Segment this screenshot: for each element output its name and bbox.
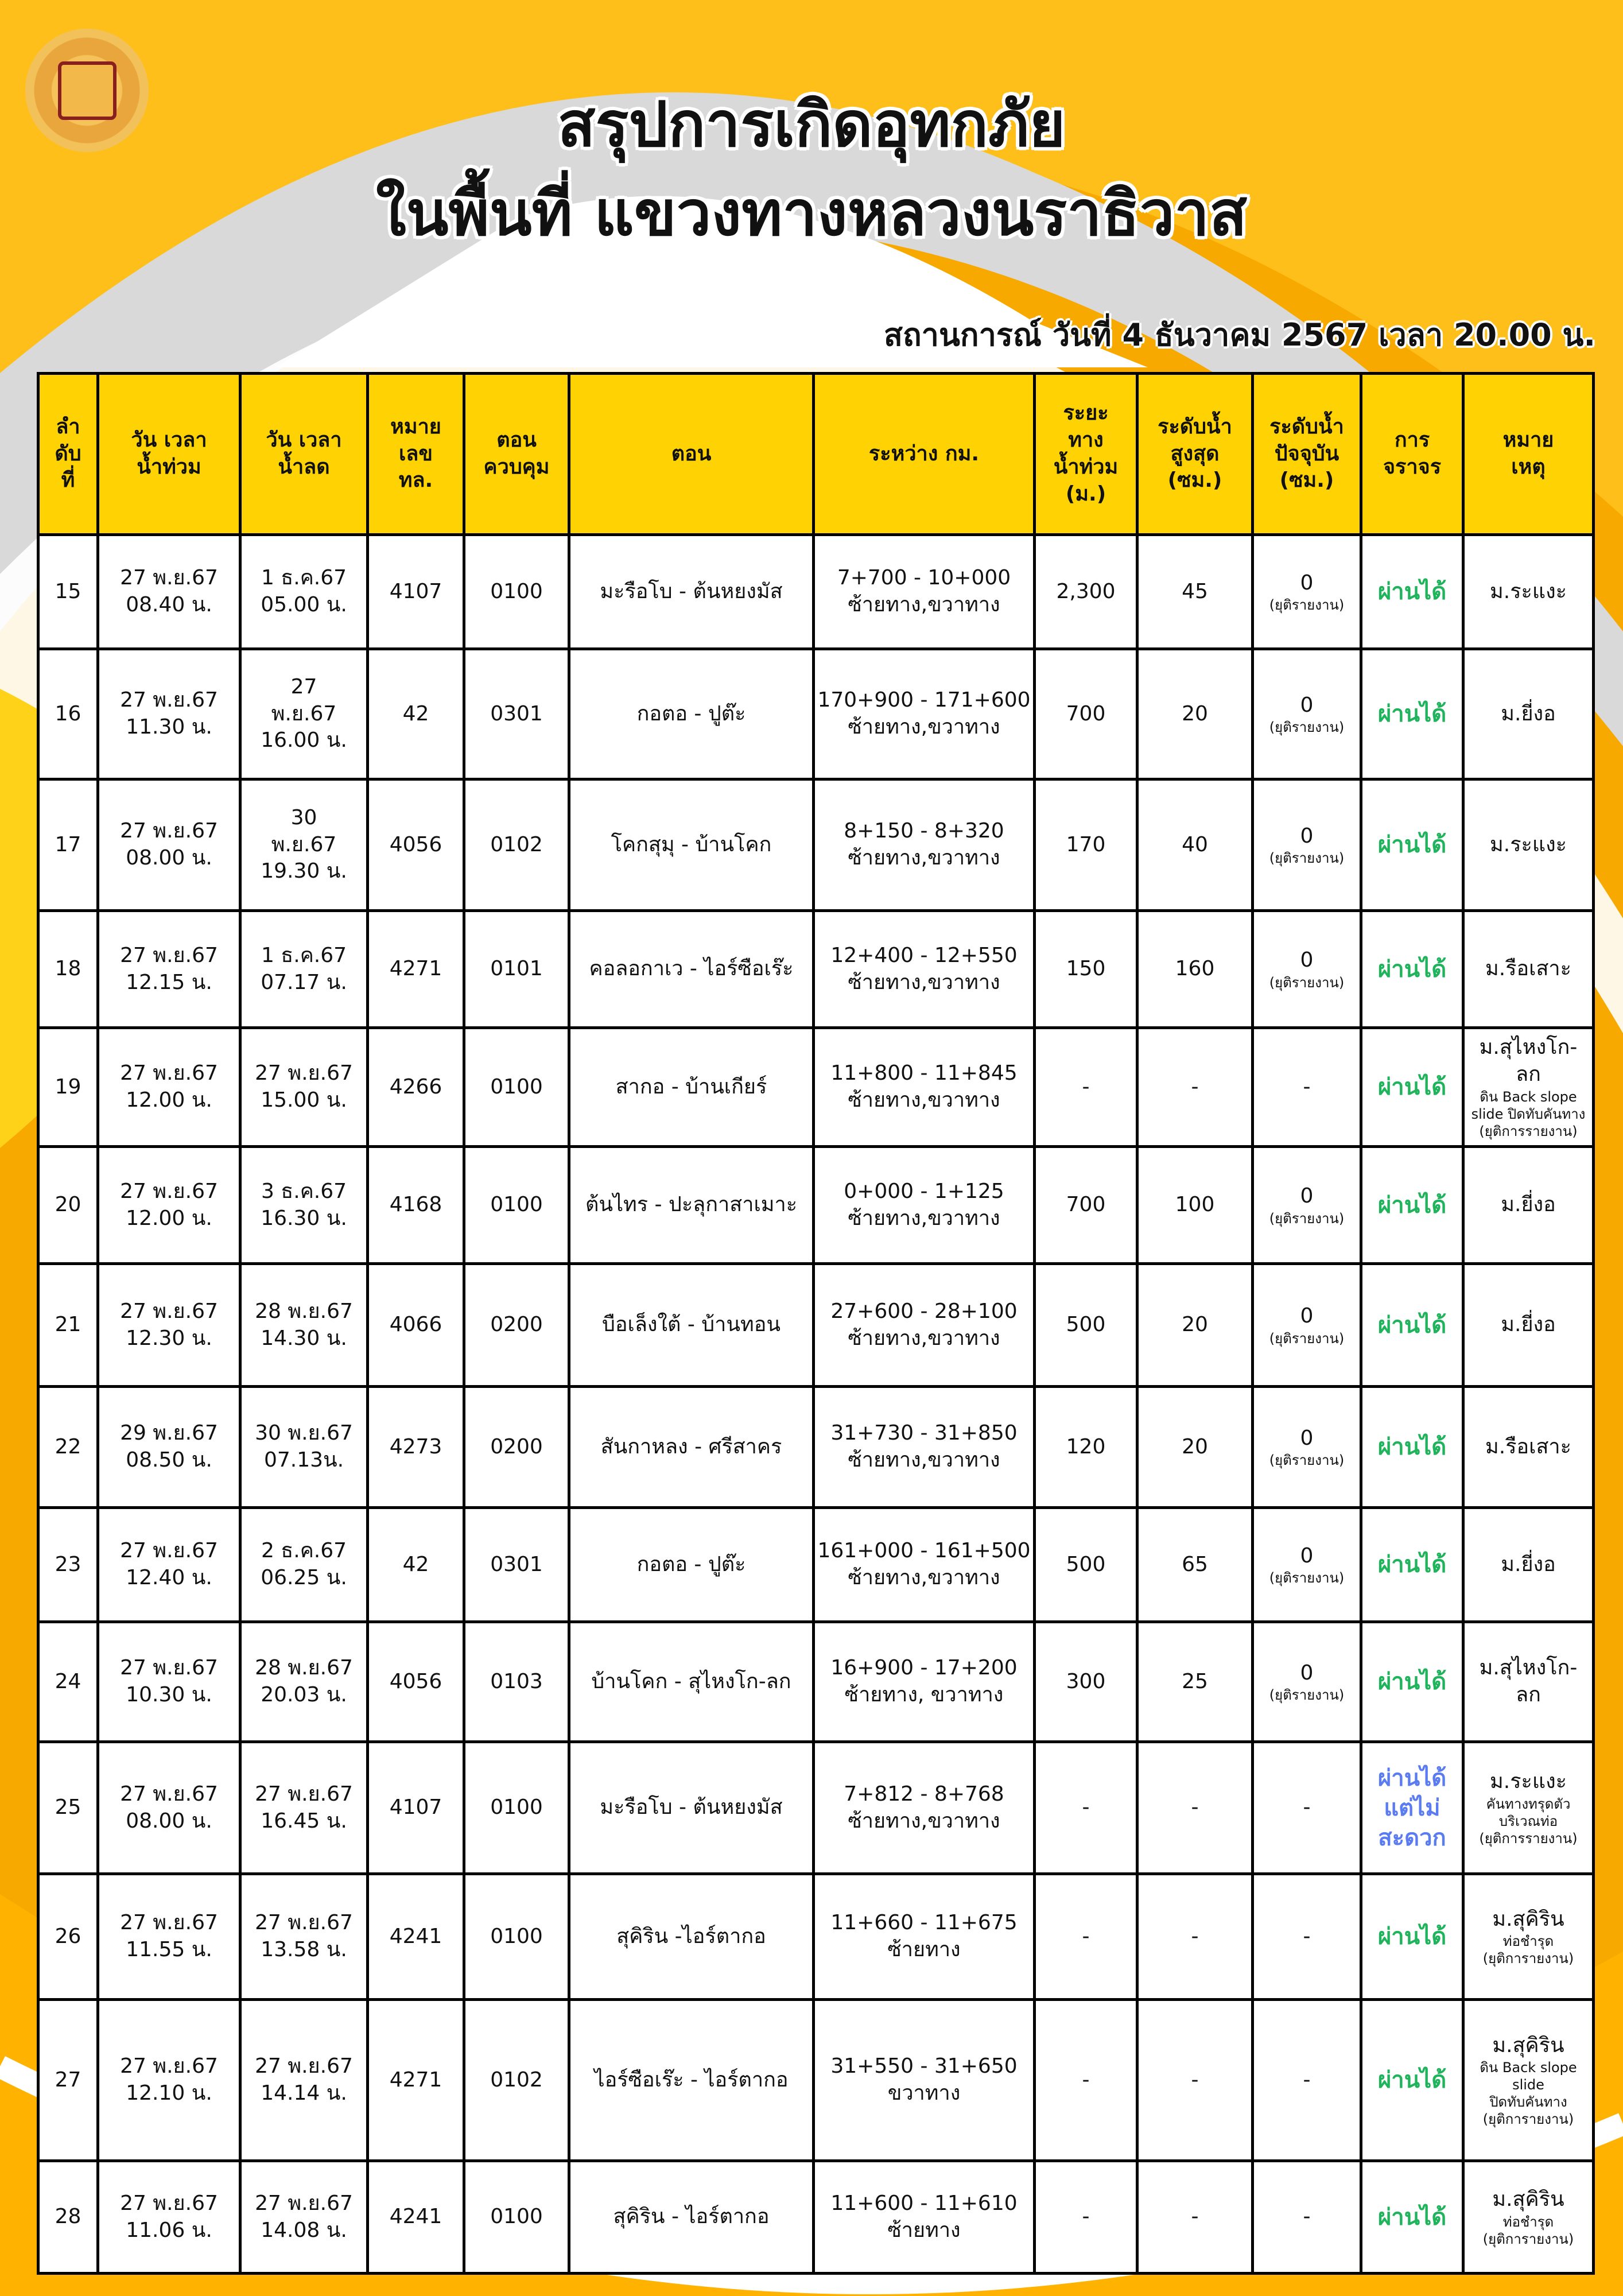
cell-route-number: 4056: [368, 1622, 464, 1742]
cell-no: 24: [38, 1622, 98, 1742]
note-district: ม.ยี่งอ: [1501, 1193, 1556, 1217]
cell-recede-date: 2 ธ.ค.67 06.25 น.: [240, 1508, 368, 1622]
cell-km-range: 0+000 - 1+125 ซ้ายทาง,ขวาทาง: [814, 1147, 1035, 1264]
cell-flood-date: 27 พ.ย.67 10.30 น.: [98, 1622, 240, 1742]
cell-recede-date: 28 พ.ย.67 14.30 น.: [240, 1264, 368, 1387]
current-level-value: 0: [1300, 1304, 1314, 1328]
cell-traffic-status: ผ่านได้ แต่ไม่ สะดวก: [1361, 1742, 1463, 1874]
cell-current-level: [1253, 535, 1361, 649]
cell-route-number: 4241: [368, 1874, 464, 2000]
cell-control-section: 0102: [464, 2000, 569, 2161]
cell-recede-date: 3 ธ.ค.67 16.30 น.: [240, 1147, 368, 1264]
cell-flood-date: 27 พ.ย.67 12.30 น.: [98, 1264, 240, 1387]
cell-section: ต้นไทร - ปะลุกาสาเมาะ: [569, 1147, 814, 1264]
column-header-current-level: ระดับน้ำ ปัจจุบัน (ซม.): [1253, 374, 1361, 535]
cell-current-level: [1253, 1508, 1361, 1622]
column-header-traffic: การ จราจร: [1361, 374, 1463, 535]
cell-section: โคกสุมุ - บ้านโคก: [569, 779, 814, 911]
cell-flood-date: 27 พ.ย.67 12.00 น.: [98, 1028, 240, 1147]
column-header-no: ลำ ดับ ที่: [38, 374, 98, 535]
cell-traffic-status: ผ่านได้: [1361, 1264, 1463, 1387]
cell-max-level: -: [1137, 2000, 1253, 2161]
cell-no: 19: [38, 1028, 98, 1147]
cell-traffic-status: ผ่านได้: [1361, 535, 1463, 649]
note-district: ม.ระแงะ: [1490, 832, 1567, 856]
cell-section: มะรือโบ - ต้นหยงมัส: [569, 535, 814, 649]
cell-recede-date: 27 พ.ย.67 16.00 น.: [240, 649, 368, 779]
cell-flood-date: 27 พ.ย.67 12.40 น.: [98, 1508, 240, 1622]
table-row: [38, 1508, 1594, 1622]
cell-section: กอตอ - ปูต๊ะ: [569, 649, 814, 779]
cell-max-level: 65: [1137, 1508, 1253, 1622]
table-row: [38, 911, 1594, 1028]
note-district: ม.ระแงะ: [1490, 579, 1567, 603]
cell-control-section: 0100: [464, 1874, 569, 2000]
cell-current-level: [1253, 779, 1361, 911]
note-district: ม.สุคิริน: [1492, 1907, 1564, 1931]
cell-max-level: 20: [1137, 649, 1253, 779]
cell-note: [1463, 1028, 1594, 1147]
cell-section: กอตอ - ปูต๊ะ: [569, 1508, 814, 1622]
note-district: ม.รือเสาะ: [1485, 1434, 1571, 1459]
cell-flood-date: 27 พ.ย.67 08.00 น.: [98, 1742, 240, 1874]
cell-route-number: 4273: [368, 1387, 464, 1508]
cell-km-range: 11+800 - 11+845 ซ้ายทาง,ขวาทาง: [814, 1028, 1035, 1147]
cell-note: [1463, 2161, 1594, 2274]
cell-section: บือเล็งใต้ - บ้านทอน: [569, 1264, 814, 1387]
cell-max-level: 20: [1137, 1264, 1253, 1387]
table-row: [38, 2161, 1594, 2274]
current-level-note: (ยุติรายงาน): [1269, 597, 1345, 614]
column-header-km-range: ระหว่าง กม.: [814, 374, 1035, 535]
cell-control-section: 0100: [464, 535, 569, 649]
cell-current-level: [1253, 1874, 1361, 2000]
current-level-value: -: [1303, 2205, 1311, 2229]
current-level-value: 0: [1300, 571, 1314, 595]
cell-recede-date: 27 พ.ย.67 14.08 น.: [240, 2161, 368, 2274]
cell-section: ไอร์ซือเร๊ะ - ไอร์ตากอ: [569, 2000, 814, 2161]
cell-km-range: 31+730 - 31+850 ซ้ายทาง,ขวาทาง: [814, 1387, 1035, 1508]
cell-flood-distance: 150: [1035, 911, 1137, 1028]
table-row: [38, 1742, 1594, 1874]
cell-control-section: 0101: [464, 911, 569, 1028]
current-level-value: 0: [1300, 1543, 1314, 1568]
current-level-note: (ยุติรายงาน): [1269, 1570, 1345, 1587]
cell-route-number: 4107: [368, 1742, 464, 1874]
column-header-flood-date: วัน เวลา น้ำท่วม: [98, 374, 240, 535]
cell-recede-date: 27 พ.ย.67 15.00 น.: [240, 1028, 368, 1147]
note-district: ม.ยี่งอ: [1501, 1552, 1556, 1576]
cell-control-section: 0301: [464, 649, 569, 779]
table-row: [38, 1387, 1594, 1508]
column-header-note: หมาย เหตุ: [1463, 374, 1594, 535]
cell-section: บ้านโคก - สุไหงโก-ลก: [569, 1622, 814, 1742]
cell-no: 22: [38, 1387, 98, 1508]
cell-traffic-status: ผ่านได้: [1361, 1622, 1463, 1742]
note-district: ม.รือเสาะ: [1485, 957, 1571, 981]
cell-flood-distance: 500: [1035, 1508, 1137, 1622]
cell-control-section: 0100: [464, 1147, 569, 1264]
flood-summary-table: [37, 372, 1595, 2275]
cell-traffic-status: ผ่านได้: [1361, 2000, 1463, 2161]
cell-control-section: 0102: [464, 779, 569, 911]
cell-control-section: 0100: [464, 1028, 569, 1147]
cell-max-level: 100: [1137, 1147, 1253, 1264]
cell-km-range: 31+550 - 31+650 ขวาทาง: [814, 2000, 1035, 2161]
cell-note: [1463, 535, 1594, 649]
cell-section: สุคิริน -ไอร์ตากอ: [569, 1874, 814, 2000]
cell-recede-date: 30 พ.ย.67 07.13น.: [240, 1387, 368, 1508]
cell-flood-distance: 170: [1035, 779, 1137, 911]
cell-route-number: 4241: [368, 2161, 464, 2274]
cell-traffic-status: ผ่านได้: [1361, 649, 1463, 779]
cell-note: [1463, 779, 1594, 911]
cell-control-section: 0200: [464, 1387, 569, 1508]
cell-note: [1463, 1147, 1594, 1264]
current-level-note: (ยุติรายงาน): [1269, 719, 1345, 736]
cell-no: 28: [38, 2161, 98, 2274]
cell-flood-distance: -: [1035, 2000, 1137, 2161]
cell-note: [1463, 1264, 1594, 1387]
note-district: ม.สุไหงโก-ลก: [1479, 1656, 1578, 1707]
cell-note: [1463, 1742, 1594, 1874]
table-row: [38, 649, 1594, 779]
cell-flood-date: 27 พ.ย.67 08.00 น.: [98, 779, 240, 911]
cell-control-section: 0301: [464, 1508, 569, 1622]
cell-flood-date: 27 พ.ย.67 12.00 น.: [98, 1147, 240, 1264]
cell-current-level: [1253, 1742, 1361, 1874]
cell-flood-distance: 2,300: [1035, 535, 1137, 649]
table-row: [38, 1874, 1594, 2000]
current-level-note: (ยุติรายงาน): [1269, 1687, 1345, 1704]
cell-no: 15: [38, 535, 98, 649]
cell-traffic-status: ผ่านได้: [1361, 1508, 1463, 1622]
cell-no: 23: [38, 1508, 98, 1622]
cell-section: คอลอกาเว - ไอร์ซือเร๊ะ: [569, 911, 814, 1028]
current-level-value: 0: [1300, 1426, 1314, 1450]
cell-km-range: 11+660 - 11+675 ซ้ายทาง: [814, 1874, 1035, 2000]
table-header-row: [38, 374, 1594, 535]
current-level-value: -: [1303, 1924, 1311, 1948]
cell-traffic-status: ผ่านได้: [1361, 1874, 1463, 2000]
cell-max-level: 25: [1137, 1622, 1253, 1742]
cell-flood-date: 27 พ.ย.67 12.15 น.: [98, 911, 240, 1028]
cell-flood-distance: 300: [1035, 1622, 1137, 1742]
note-detail: ดิน Back slope slide ปิดทับคันทาง (ยุติการายงาน): [1480, 2060, 1577, 2128]
cell-note: [1463, 649, 1594, 779]
cell-flood-date: 27 พ.ย.67 08.40 น.: [98, 535, 240, 649]
table-row: [38, 779, 1594, 911]
current-level-value: 0: [1300, 693, 1314, 717]
current-level-value: -: [1303, 2068, 1311, 2092]
cell-traffic-status: ผ่านได้: [1361, 1028, 1463, 1147]
cell-recede-date: 27 พ.ย.67 16.45 น.: [240, 1742, 368, 1874]
cell-section: สุคิริน - ไอร์ตากอ: [569, 2161, 814, 2274]
cell-flood-date: 27 พ.ย.67 12.10 น.: [98, 2000, 240, 2161]
cell-flood-date: 29 พ.ย.67 08.50 น.: [98, 1387, 240, 1508]
table-row: [38, 1622, 1594, 1742]
current-level-value: 0: [1300, 1661, 1314, 1685]
note-district: ม.ยี่งอ: [1501, 701, 1556, 726]
cell-traffic-status: ผ่านได้: [1361, 911, 1463, 1028]
cell-current-level: [1253, 2000, 1361, 2161]
cell-flood-distance: -: [1035, 1742, 1137, 1874]
cell-current-level: [1253, 1028, 1361, 1147]
cell-current-level: [1253, 1264, 1361, 1387]
cell-flood-date: 27 พ.ย.67 11.30 น.: [98, 649, 240, 779]
note-district: ม.สุคิริน: [1492, 2188, 1564, 2212]
note-detail: ท่อชำรุด (ยุติการายงาน): [1482, 1933, 1574, 1967]
page-subtitle: ในพื้นที่ แขวงทางหลวงนราธิวาส: [375, 178, 1248, 250]
cell-traffic-status: ผ่านได้: [1361, 779, 1463, 911]
cell-control-section: 0100: [464, 2161, 569, 2274]
column-header-max-level: ระดับน้ำ สูงสุด (ซม.): [1137, 374, 1253, 535]
column-header-control-section: ตอน ควบคุม: [464, 374, 569, 535]
cell-control-section: 0100: [464, 1742, 569, 1874]
column-header-recede-date: วัน เวลา น้ำลด: [240, 374, 368, 535]
cell-flood-distance: 500: [1035, 1264, 1137, 1387]
current-level-note: (ยุติรายงาน): [1269, 974, 1345, 991]
current-level-value: 0: [1300, 824, 1314, 848]
cell-route-number: 4266: [368, 1028, 464, 1147]
cell-note: [1463, 1874, 1594, 2000]
cell-traffic-status: ผ่านได้: [1361, 1387, 1463, 1508]
cell-recede-date: 30 พ.ย.67 19.30 น.: [240, 779, 368, 911]
cell-control-section: 0103: [464, 1622, 569, 1742]
current-level-value: -: [1303, 1795, 1311, 1820]
cell-no: 18: [38, 911, 98, 1028]
cell-current-level: [1253, 2161, 1361, 2274]
table-row: [38, 1028, 1594, 1147]
cell-recede-date: 28 พ.ย.67 20.03 น.: [240, 1622, 368, 1742]
cell-max-level: -: [1137, 1742, 1253, 1874]
cell-no: 20: [38, 1147, 98, 1264]
cell-flood-date: 27 พ.ย.67 11.06 น.: [98, 2161, 240, 2274]
current-level-value: 0: [1300, 1184, 1314, 1208]
cell-recede-date: 1 ธ.ค.67 05.00 น.: [240, 535, 368, 649]
table-row: [38, 2000, 1594, 2161]
cell-note: [1463, 2000, 1594, 2161]
cell-km-range: 7+700 - 10+000 ซ้ายทาง,ขวาทาง: [814, 535, 1035, 649]
current-level-note: (ยุติรายงาน): [1269, 850, 1345, 867]
note-district: ม.สุคิริน: [1492, 2033, 1564, 2057]
note-detail: คันทางทรุดตัว บริเวณท่อ (ยุติการรายงาน): [1479, 1795, 1578, 1847]
cell-traffic-status: ผ่านได้: [1361, 1147, 1463, 1264]
cell-current-level: [1253, 1387, 1361, 1508]
cell-current-level: [1253, 911, 1361, 1028]
cell-recede-date: 27 พ.ย.67 13.58 น.: [240, 1874, 368, 2000]
cell-no: 17: [38, 779, 98, 911]
cell-km-range: 12+400 - 12+550 ซ้ายทาง,ขวาทาง: [814, 911, 1035, 1028]
table-row: [38, 1147, 1594, 1264]
cell-km-range: 11+600 - 11+610 ซ้ายทาง: [814, 2161, 1035, 2274]
cell-recede-date: 1 ธ.ค.67 07.17 น.: [240, 911, 368, 1028]
current-level-value: 0: [1300, 948, 1314, 972]
cell-no: 16: [38, 649, 98, 779]
cell-route-number: 42: [368, 649, 464, 779]
cell-km-range: 161+000 - 161+500 ซ้ายทาง,ขวาทาง: [814, 1508, 1035, 1622]
cell-control-section: 0200: [464, 1264, 569, 1387]
cell-route-number: 4271: [368, 911, 464, 1028]
cell-current-level: [1253, 1622, 1361, 1742]
cell-traffic-status: ผ่านได้: [1361, 2161, 1463, 2274]
note-district: ม.ระแงะ: [1490, 1770, 1567, 1794]
cell-max-level: 160: [1137, 911, 1253, 1028]
cell-km-range: 16+900 - 17+200 ซ้ายทาง, ขวาทาง: [814, 1622, 1035, 1742]
cell-max-level: 45: [1137, 535, 1253, 649]
cell-km-range: 27+600 - 28+100 ซ้ายทาง,ขวาทาง: [814, 1264, 1035, 1387]
table-row: [38, 535, 1594, 649]
status-datetime: สถานการณ์ วันที่ 4 ธันวาคม 2567 เวลา 20.00 น.: [884, 317, 1595, 353]
cell-km-range: 8+150 - 8+320 ซ้ายทาง,ขวาทาง: [814, 779, 1035, 911]
cell-current-level: [1253, 1147, 1361, 1264]
current-level-note: (ยุติรายงาน): [1269, 1452, 1345, 1469]
current-level-note: (ยุติรายงาน): [1269, 1210, 1345, 1227]
cell-route-number: 4107: [368, 535, 464, 649]
cell-note: [1463, 1622, 1594, 1742]
cell-route-number: 4056: [368, 779, 464, 911]
cell-flood-distance: -: [1035, 1874, 1137, 2000]
cell-no: 26: [38, 1874, 98, 2000]
cell-section: สากอ - บ้านเกียร์: [569, 1028, 814, 1147]
page-title: สรุปการเกิดอุทกภัย: [557, 89, 1066, 161]
cell-flood-distance: 120: [1035, 1387, 1137, 1508]
column-header-route-number: หมาย เลข ทล.: [368, 374, 464, 535]
cell-flood-distance: -: [1035, 1028, 1137, 1147]
cell-note: [1463, 1508, 1594, 1622]
cell-no: 25: [38, 1742, 98, 1874]
cell-route-number: 42: [368, 1508, 464, 1622]
cell-max-level: -: [1137, 1874, 1253, 2000]
column-header-flood-distance: ระยะ ทาง น้ำท่วม (ม.): [1035, 374, 1137, 535]
cell-route-number: 4271: [368, 2000, 464, 2161]
cell-note: [1463, 1387, 1594, 1508]
cell-recede-date: 27 พ.ย.67 14.14 น.: [240, 2000, 368, 2161]
cell-current-level: [1253, 649, 1361, 779]
current-level-value: -: [1303, 1075, 1311, 1099]
cell-flood-distance: 700: [1035, 649, 1137, 779]
cell-flood-distance: -: [1035, 2161, 1137, 2274]
note-detail: ดิน Back slope slide ปิดทับคันทาง (ยุติการรายงาน): [1471, 1088, 1586, 1139]
cell-max-level: 20: [1137, 1387, 1253, 1508]
cell-km-range: 7+812 - 8+768 ซ้ายทาง,ขวาทาง: [814, 1742, 1035, 1874]
cell-note: [1463, 911, 1594, 1028]
cell-max-level: 40: [1137, 779, 1253, 911]
cell-max-level: -: [1137, 2161, 1253, 2274]
note-district: ม.ยี่งอ: [1501, 1313, 1556, 1337]
table-row: [38, 1264, 1594, 1387]
cell-flood-distance: 700: [1035, 1147, 1137, 1264]
cell-no: 21: [38, 1264, 98, 1387]
note-detail: ท่อชำรุด (ยุติการายงาน): [1482, 2213, 1574, 2247]
column-header-section: ตอน: [569, 374, 814, 535]
cell-section: มะรือโบ - ต้นหยงมัส: [569, 1742, 814, 1874]
cell-route-number: 4066: [368, 1264, 464, 1387]
current-level-note: (ยุติรายงาน): [1269, 1330, 1345, 1347]
cell-max-level: -: [1137, 1028, 1253, 1147]
cell-km-range: 170+900 - 171+600 ซ้ายทาง,ขวาทาง: [814, 649, 1035, 779]
cell-section: สันกาหลง - ศรีสาคร: [569, 1387, 814, 1508]
note-district: ม.สุไหงโก-ลก: [1479, 1035, 1578, 1086]
cell-flood-date: 27 พ.ย.67 11.55 น.: [98, 1874, 240, 2000]
cell-route-number: 4168: [368, 1147, 464, 1264]
cell-no: 27: [38, 2000, 98, 2161]
